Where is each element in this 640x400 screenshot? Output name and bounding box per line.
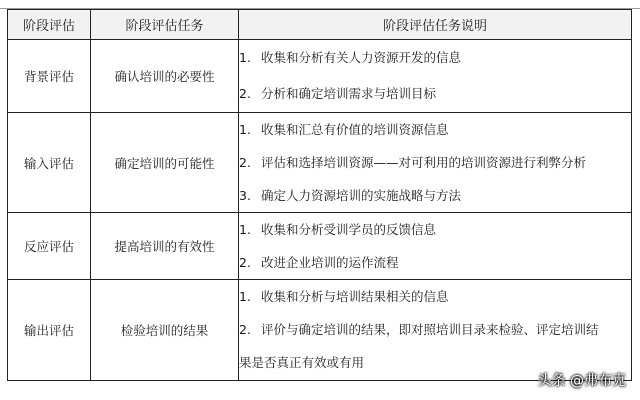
task-cell: 确认培训的必要性 (91, 40, 239, 113)
stage-cell: 反应评估 (8, 213, 91, 280)
top-edge-divider (0, 0, 640, 9)
item-number: 1. (239, 289, 251, 304)
description-item (239, 213, 631, 246)
item-number: 2. (239, 322, 251, 337)
description-item (239, 76, 631, 112)
table-row (8, 40, 632, 113)
evaluation-table (7, 9, 632, 381)
item-text: 收集和分析受训学员的反馈信息 (261, 222, 437, 237)
header-description: 阶段评估任务说明 (239, 10, 632, 40)
item-text: 收集和分析与培训结果相关的信息 (261, 289, 449, 304)
stage-cell: 背景评估 (8, 40, 91, 113)
header-row (8, 10, 632, 40)
item-text: 分析和确定培训需求与培训目标 (261, 86, 437, 101)
table-row (8, 213, 632, 280)
table-row (8, 113, 632, 213)
item-number: 3. (239, 188, 251, 203)
item-text: 评价与确定培训的结果，即对照培训目录来检验、评定培训结 (261, 322, 599, 337)
description-cell (239, 213, 632, 280)
item-continuation: 果是否真正有效或有用 (239, 355, 365, 370)
header-task: 阶段评估任务 (91, 10, 239, 40)
task-cell: 检验培训的结果 (91, 280, 239, 381)
item-text: 评估和选择培训资源——对可利用的培训资源进行利弊分析 (261, 155, 587, 170)
watermark: 头条 @弗布克 (537, 373, 626, 389)
item-number: 2. (239, 86, 251, 101)
description-item (239, 113, 631, 146)
item-text: 收集和汇总有价值的培训资源信息 (261, 122, 449, 137)
task-cell: 确定培训的可能性 (91, 113, 239, 213)
description-cell (239, 280, 632, 381)
item-text: 改进企业培训的运作流程 (261, 255, 399, 270)
item-number: 2. (239, 255, 251, 270)
item-text: 确定人力资源培训的实施战略与方法 (261, 188, 462, 203)
stage-cell: 输出评估 (8, 280, 91, 381)
item-number: 1. (239, 122, 251, 137)
description-item (239, 280, 631, 313)
description-cell (239, 113, 632, 213)
header-stage: 阶段评估 (8, 10, 91, 40)
stage-cell: 输入评估 (8, 113, 91, 213)
item-text: 收集和分析有关人力资源开发的信息 (261, 50, 462, 65)
description-item (239, 179, 631, 212)
description-item (239, 313, 631, 346)
description-item (239, 146, 631, 179)
task-cell: 提高培训的有效性 (91, 213, 239, 280)
item-number: 2. (239, 155, 251, 170)
description-item (239, 246, 631, 279)
item-number: 1. (239, 50, 251, 65)
table-row (8, 280, 632, 381)
description-cell (239, 40, 632, 113)
item-number: 1. (239, 222, 251, 237)
description-item (239, 40, 631, 76)
